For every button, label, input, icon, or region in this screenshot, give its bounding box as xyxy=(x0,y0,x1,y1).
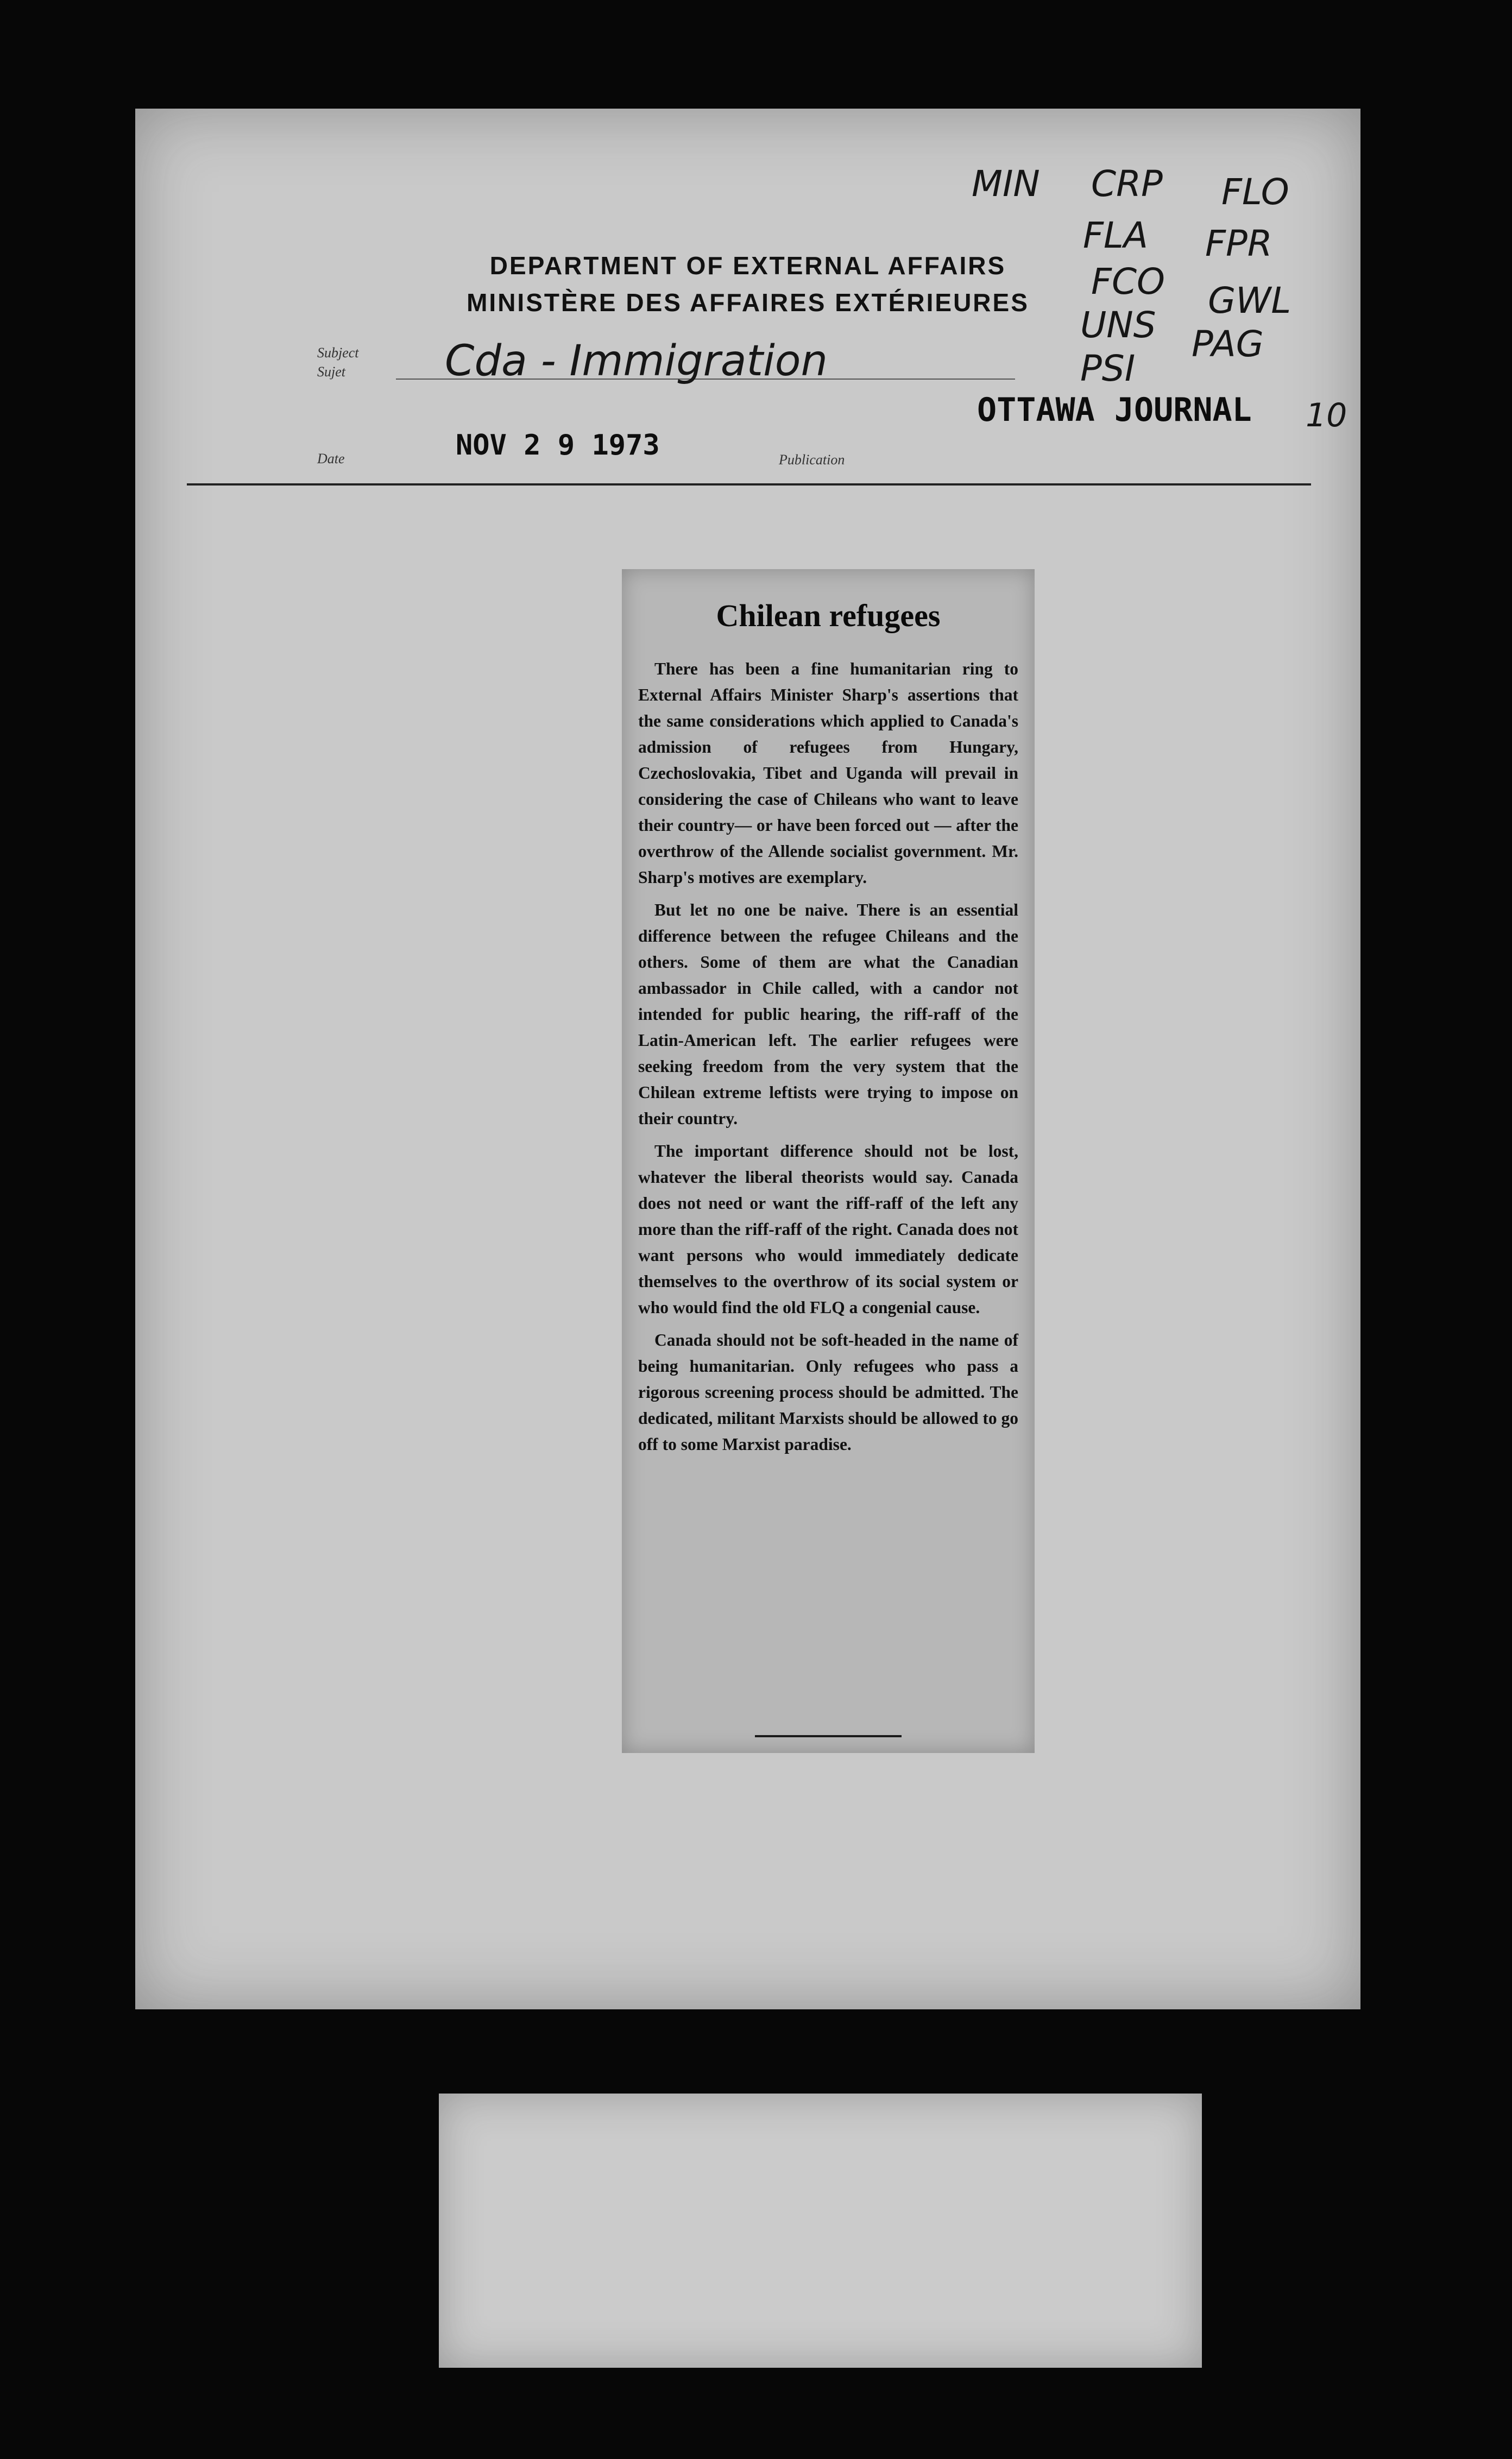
clipping-paragraph: The important difference should not be lost, whatever the liberal theorists would say. Canada does not need or want the riff-raff of the left any more than the riff-raff of the right. Canada does not want persons who would immediately dedicate themselves to the overthrow of its social system or who would find the old FLQ a congenial cause. xyxy=(638,1142,1018,1317)
clipping-end-rule xyxy=(755,1735,902,1737)
date-stamp: NOV 2 9 1973 xyxy=(456,429,660,462)
subject-handwritten: Cda - Immigration xyxy=(445,337,828,386)
distribution-code: UNS xyxy=(1080,304,1156,346)
distribution-code: PSI xyxy=(1080,348,1136,389)
clipping-paragraph: But let no one be naive. There is an essential difference between the refugee Chileans and the others. Some of them are what the Canadian ambassador in Chile called, with a candor not intended for public hearing, the riff-raff of the Latin-American left. The earlier refugees were seeking freedom from the very system that the Chilean extreme leftists were trying to impose on their country. xyxy=(638,900,1018,1128)
subject-label-en: Subject xyxy=(317,345,359,361)
clipping-paragraph: There has been a fine humanitarian ring to External Affairs Minister Sharp's assertions that the same considerations which applied to Canada's admission of refugees from Hungary, Czechoslovakia, Tibet and Uganda will prevail in considering the case of Chileans who want to leave their country— or have been forced out — after the overthrow of the Allende socialist government. Mr. Sharp's motives are exemplary. xyxy=(638,659,1018,887)
distribution-code: FPR xyxy=(1205,223,1272,264)
header-rule xyxy=(187,483,1311,486)
distribution-code: GWL xyxy=(1208,280,1292,321)
distribution-code: MIN xyxy=(972,163,1040,205)
clipping-body xyxy=(638,656,1018,1464)
newspaper-clipping xyxy=(622,569,1035,1753)
distribution-code: FLA xyxy=(1083,215,1148,256)
publication-label: Publication xyxy=(779,452,845,468)
department-title-en: DEPARTMENT OF EXTERNAL AFFAIRS xyxy=(489,251,1006,280)
department-title-fr: MINISTÈRE DES AFFAIRES EXTÉRIEURES xyxy=(467,288,1029,317)
distribution-code: PAG xyxy=(1192,323,1264,365)
clipping-paragraph: Canada should not be soft-headed in the name of being humanitarian. Only refugees who pass a rigorous screening process should be admitted. The dedicated, militant Marxists should be allowed to go off to some Marxist paradise. xyxy=(638,1331,1019,1454)
distribution-code: FCO xyxy=(1091,261,1165,302)
blank-card xyxy=(439,2094,1202,2368)
date-label: Date xyxy=(317,451,345,466)
distribution-code: CRP xyxy=(1091,163,1163,205)
clipping-title: Chilean refugees xyxy=(716,598,941,633)
distribution-code: FLO xyxy=(1221,171,1289,213)
publication-stamp: OTTAWA JOURNAL xyxy=(977,391,1252,429)
subject-label-fr: Sujet xyxy=(317,364,345,380)
page-number: 10 xyxy=(1306,396,1347,434)
